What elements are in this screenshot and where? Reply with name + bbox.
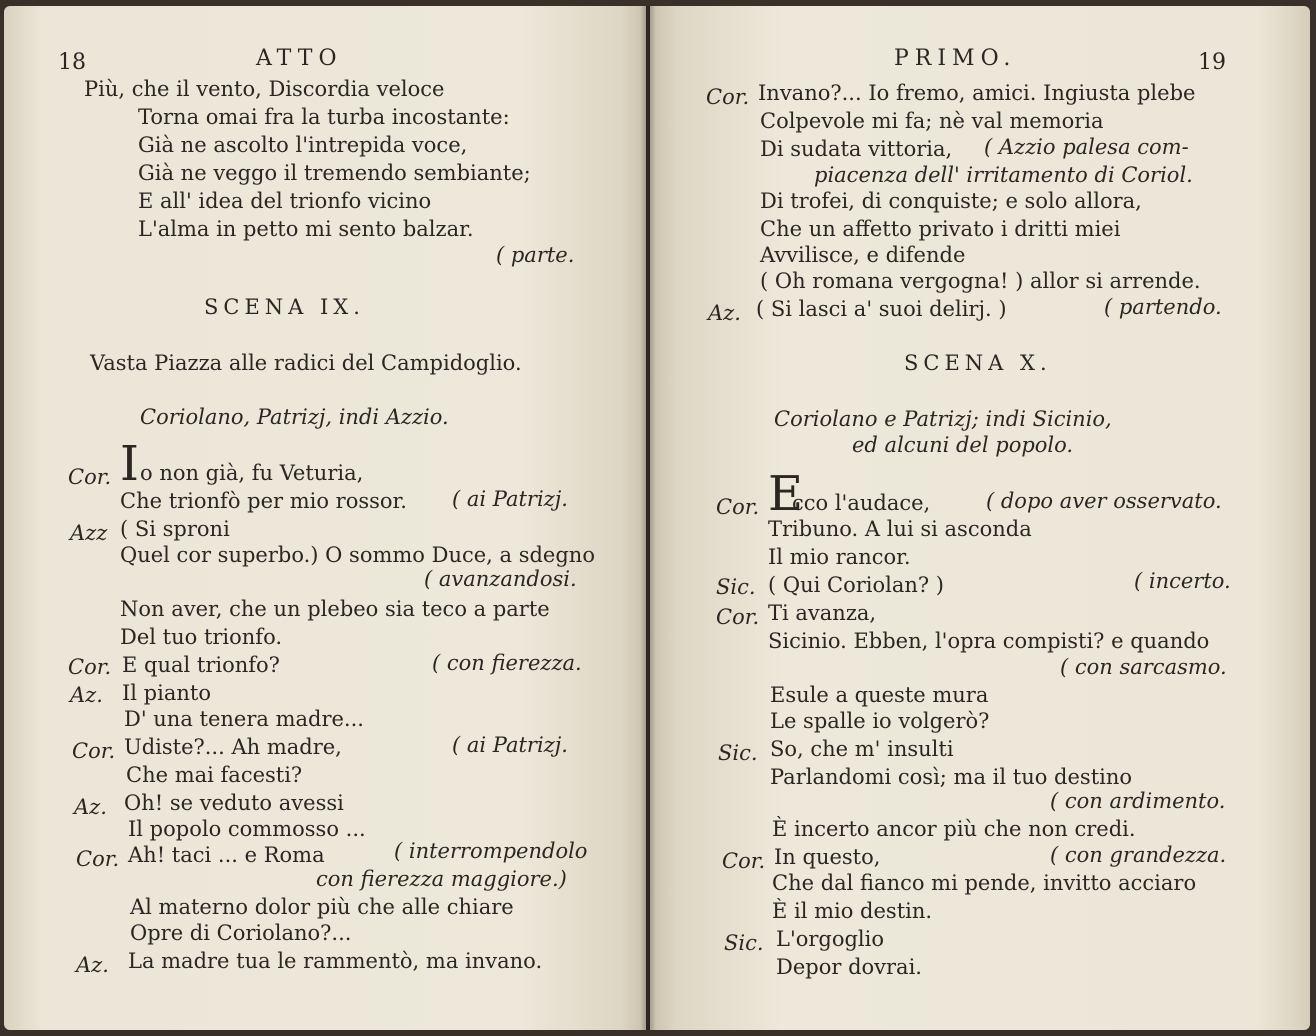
stage-direction: ( parte. [496, 243, 575, 267]
right-page [650, 6, 1310, 1030]
stage-direction: piacenza dell' irritamento di Coriol. [814, 163, 1193, 187]
verse-line: Opre di Coriolano?... [130, 921, 352, 945]
speaker-label: Sic. [724, 931, 764, 955]
scene-heading: SCENA IX. [204, 295, 365, 319]
stage-direction: ( incerto. [1134, 569, 1231, 593]
stage-direction: ( interrompendolo [394, 839, 588, 863]
verse-line: È il mio destin. [772, 899, 933, 923]
stage-direction: ( dopo aver osservato. [986, 489, 1222, 513]
verse-line: È incerto ancor più che non credi. [772, 817, 1136, 841]
verse-line: Tribuno. A lui si asconda [768, 517, 1032, 541]
stage-direction: ( con ardimento. [1050, 789, 1226, 813]
verse-line: Il pianto [122, 681, 211, 705]
verse-line: Già ne ascolto l'intrepida voce, [138, 133, 468, 157]
scene-characters: Coriolano, Patrizj, indi Azzio. [140, 405, 449, 429]
stage-direction: ( con fierezza. [432, 651, 582, 675]
stage-direction: ( ai Patrizj. [452, 733, 568, 757]
page-number: 18 [58, 50, 86, 75]
stage-direction: ( avanzandosi. [424, 567, 577, 591]
verse-line: E all' idea del trionfo vicino [138, 189, 432, 213]
verse-line: Sicinio. Ebben, l'opra compisti? e quando [768, 629, 1210, 653]
drop-cap: I [120, 436, 139, 492]
speaker-label: Cor. [76, 847, 120, 871]
speaker-label: Az. [708, 301, 741, 325]
verse-line: Torna omai fra la turba incostante: [138, 105, 510, 129]
speaker-label: Sic. [716, 575, 756, 599]
scene-characters: Coriolano e Patrizj; indi Sicinio, [774, 407, 1112, 431]
verse-line: ( Si sproni [120, 517, 230, 541]
verse-line: Esule a queste mura [770, 683, 989, 707]
verse-line: D' una tenera madre... [124, 707, 364, 731]
verse-line: Che mai facesti? [126, 763, 303, 787]
stage-direction: ( con sarcasmo. [1060, 655, 1227, 679]
speaker-label: Az. [70, 683, 103, 707]
verse-line: Ti avanza, [768, 601, 877, 625]
verse-line: Le spalle io volgerò? [770, 709, 990, 733]
verse-line: Di trofei, di conquiste; e solo allora, [760, 189, 1142, 213]
stage-direction: ( ai Patrizj. [452, 487, 568, 511]
verse-line: Che dal fianco mi pende, invitto acciaro [772, 871, 1197, 895]
speaker-label: Cor. [68, 465, 112, 489]
verse-line: In questo, [774, 845, 881, 869]
speaker-label: Cor. [716, 605, 760, 629]
verse-line: L'alma in petto mi sento balzar. [138, 217, 474, 241]
verse-line: Del tuo trionfo. [120, 625, 283, 649]
speaker-label: Cor. [72, 739, 116, 763]
stage-direction: ( Azzio palesa com- [984, 135, 1189, 159]
speaker-label: Azz [70, 521, 108, 545]
running-head: PRIMO. [894, 46, 1017, 71]
verse-line: Avvilisce, e difende [760, 243, 966, 267]
verse-line: Parlandomi così; ma il tuo destino [770, 765, 1133, 789]
scene-characters: ed alcuni del popolo. [852, 433, 1074, 457]
verse-line: Invano?... Io fremo, amici. Ingiusta plebe [758, 81, 1196, 105]
stage-direction: ( con grandezza. [1050, 843, 1227, 867]
verse-line: ( Oh romana vergogna! ) allor si arrende. [760, 269, 1201, 293]
verse-line: Il mio rancor. [768, 545, 911, 569]
stage-direction: ( partendo. [1104, 295, 1222, 319]
verse-line: Ah! taci ... e Roma [128, 843, 325, 867]
verse-line: Che trionfò per mio rossor. [120, 489, 407, 513]
verse-line: ( Qui Coriolan? ) [768, 573, 944, 597]
drop-cap: E [768, 466, 804, 522]
verse-line: La madre tua le rammentò, ma invano. [128, 949, 543, 973]
verse-line: Già ne veggo il tremendo sembiante; [138, 161, 531, 185]
verse-line: Di sudata vittoria, [760, 137, 953, 161]
page-number: 19 [1198, 50, 1226, 75]
verse-line: Depor dovrai. [776, 955, 922, 979]
verse-line: Udiste?... Ah madre, [124, 735, 342, 759]
verse-line: L'orgoglio [776, 927, 885, 951]
verse-line: Più, che il vento, Discordia veloce [84, 77, 445, 101]
verse-line: o non già, fu Veturia, [140, 461, 364, 485]
verse-line: Colpevole mi fa; nè val memoria [760, 109, 1104, 133]
verse-line: Al materno dolor più che alle chiare [130, 895, 514, 919]
verse-line: E qual trionfo? [122, 653, 280, 677]
running-head: ATTO [256, 46, 343, 71]
verse-line: Oh! se veduto avessi [124, 791, 344, 815]
speaker-label: Sic. [718, 741, 758, 765]
stage-direction: con fierezza maggiore.) [316, 867, 567, 891]
speaker-label: Az. [76, 953, 109, 977]
verse-line: Che un affetto privato i dritti miei [760, 217, 1121, 241]
verse-line: cco l'audace, [792, 491, 931, 515]
verse-line: ( Si lasci a' suoi delirj. ) [756, 297, 1007, 321]
speaker-label: Cor. [716, 495, 760, 519]
verse-line: Non aver, che un plebeo sia teco a parte [120, 597, 550, 621]
speaker-label: Cor. [68, 655, 112, 679]
speaker-label: Cor. [722, 849, 766, 873]
scene-heading: SCENA X. [904, 351, 1052, 375]
verse-line: So, che m' insulti [770, 737, 954, 761]
verse-line: Quel cor superbo.) O sommo Duce, a sdegno [120, 543, 595, 567]
left-page [4, 6, 646, 1030]
scene-setting: Vasta Piazza alle radici del Campidoglio. [90, 351, 522, 375]
speaker-label: Az. [74, 795, 107, 819]
verse-line: Il popolo commosso ... [128, 817, 366, 841]
speaker-label: Cor. [706, 85, 750, 109]
book-gutter [640, 6, 656, 1030]
